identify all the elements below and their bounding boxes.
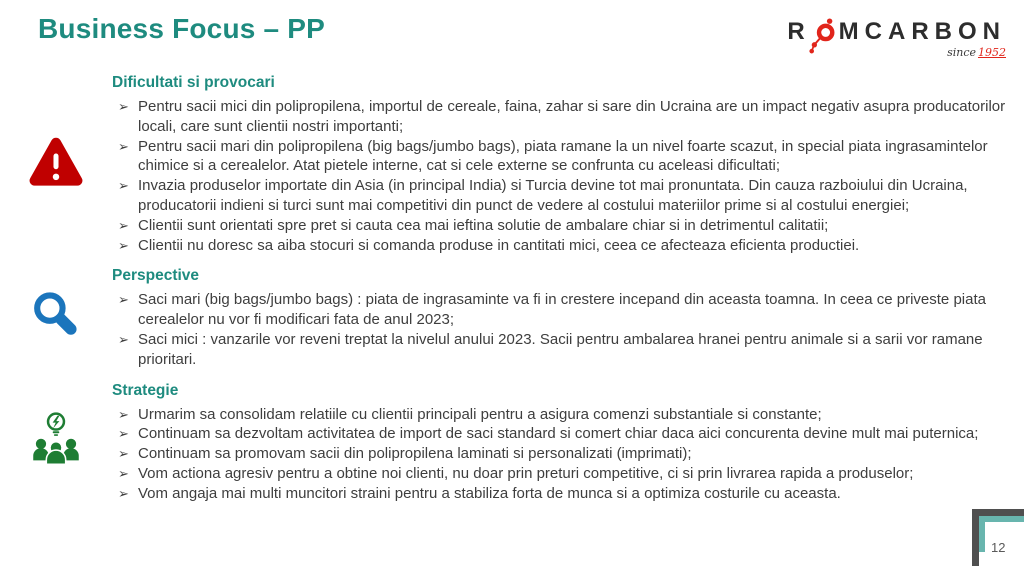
section-heading: Perspective [112, 267, 200, 285]
section-content [112, 74, 1008, 255]
section-heading: Dificultati si provocari [112, 74, 275, 91]
logo-tagline [947, 47, 1006, 58]
bullet-arrow-icon: ➢ [118, 217, 129, 233]
bullet-item [112, 464, 1008, 484]
bullet-text: Vom angaja mai multi muncitori straini pentru a stabiliza forta de munca si a optimiza costurile cu aceasta. [138, 484, 841, 502]
molecule-icon [808, 18, 838, 54]
bullet-item [112, 484, 1008, 504]
section-content [112, 382, 1008, 504]
bullet-item [112, 424, 1008, 444]
bullet-list [112, 405, 1008, 504]
section-icon-column [0, 382, 112, 504]
bullet-arrow-icon: ➢ [118, 406, 129, 422]
bullet-item [112, 405, 1008, 425]
bullet-arrow-icon: ➢ [118, 178, 129, 194]
bullet-text: Invazia produselor importate din Asia (in principal India) si Turcia devine tot mai pronuntata. Din cauza razboiului din Ucraina, producatorii indieni si turci sunt mai competitivi din punct de vedere al costului materiilor prime si al costului energiei; [138, 177, 968, 214]
bullet-item [112, 236, 1008, 256]
page-number: 12 [991, 540, 1006, 555]
sections-container [0, 58, 1024, 504]
section-perspective [0, 267, 1008, 369]
bullet-text: Continuam sa promovam sacii din polipropilena laminati si personalizati (imprimati); [138, 445, 692, 463]
section-icon-column [0, 267, 112, 369]
bullet-item [112, 330, 1008, 370]
bullet-arrow-icon: ➢ [118, 99, 129, 114]
bullet-item [112, 216, 1008, 236]
page-number-corner [972, 509, 1024, 571]
section-icon-column [0, 74, 112, 255]
bullet-text: Vom actiona agresiv pentru a obtine noi clienti, nu doar prin preturi competitive, ci si prin livrarea rapida a produselor; [138, 464, 914, 482]
bullet-text: Saci mari (big bags/jumbo bags) : piata de ingrasaminte va fi in crestere incepand din aceasta toamna. In ceea ce priveste piata cerealelor nu vor fi modificari fata de anul 2023; [138, 291, 986, 329]
bullet-item [112, 137, 1008, 177]
bullet-arrow-icon: ➢ [118, 292, 129, 308]
bullet-text: Pentru sacii mici din polipropilena, importul de cereale, faina, zahar si sare din Ucraina are un impact negativ asupra producatorilor locali, care sunt clientii nostri importanti; [138, 98, 1006, 135]
bullet-arrow-icon: ➢ [118, 426, 129, 442]
team-idea-icon [25, 409, 87, 476]
bullet-text: Clientii nu doresc sa aiba stocuri si comanda produse in cantitati mici, ceea ce afecteaza eficienta productiei. [138, 236, 860, 254]
bullet-arrow-icon: ➢ [118, 446, 129, 462]
bullet-item [112, 97, 1008, 137]
slide-header [0, 0, 1024, 58]
logo-since-text: since [947, 46, 976, 59]
bullet-text: Pentru sacii mari din polipropilena (big bags/jumbo bags), piata ramane la un nivel foarte scazut, in special piata ingrasamintelor chimice si a cerealelor. Atat pietele interne, cat si cele externe se confrunta cu aceleasi dificultati; [138, 137, 988, 175]
bullet-arrow-icon: ➢ [118, 465, 129, 481]
bullet-arrow-icon: ➢ [118, 331, 129, 347]
page-title: Business Focus – PP [38, 13, 326, 44]
logo-letters-mcarbon: MCARBON [838, 18, 1006, 45]
section-content [112, 267, 1008, 369]
bullet-arrow-icon: ➢ [118, 138, 129, 154]
bullet-list [112, 97, 1008, 255]
magnifier-icon [28, 288, 84, 349]
bullet-text: Saci mici : vanzarile vor reveni treptat la nivelul anului 2023. Sacii pentru ambalarea hranei pentru animale si a sarii vor ramane prioritari. [138, 330, 983, 368]
romcarbon-logo [787, 14, 1010, 58]
section-dificultati [0, 74, 1008, 255]
section-heading: Strategie [112, 381, 179, 399]
bullet-text: Clientii sunt orientati spre pret si cauta cea mai ieftina solutie de ambalare chiar si in detrimentul calitatii; [138, 216, 829, 234]
logo-letter-r: R [787, 18, 805, 45]
bullet-text: Urmarim sa consolidam relatiile cu clientii principali pentru a asigura comenzi substantiale si constante; [138, 405, 822, 423]
bullet-item [112, 176, 1008, 216]
bullet-list [112, 290, 1008, 369]
logo-year-text: 1952 [978, 46, 1006, 59]
logo-wordmark [787, 14, 1006, 50]
section-strategie [0, 382, 1008, 504]
bullet-item [112, 290, 1008, 330]
bullet-arrow-icon: ➢ [118, 485, 129, 501]
bullet-arrow-icon: ➢ [118, 237, 129, 253]
bullet-text: Continuam sa dezvoltam activitatea de import de saci standard si comert chiar daca aici concurenta devine mult mai puternica; [138, 425, 979, 443]
warning-triangle-icon [27, 135, 85, 194]
bullet-item [112, 444, 1008, 464]
